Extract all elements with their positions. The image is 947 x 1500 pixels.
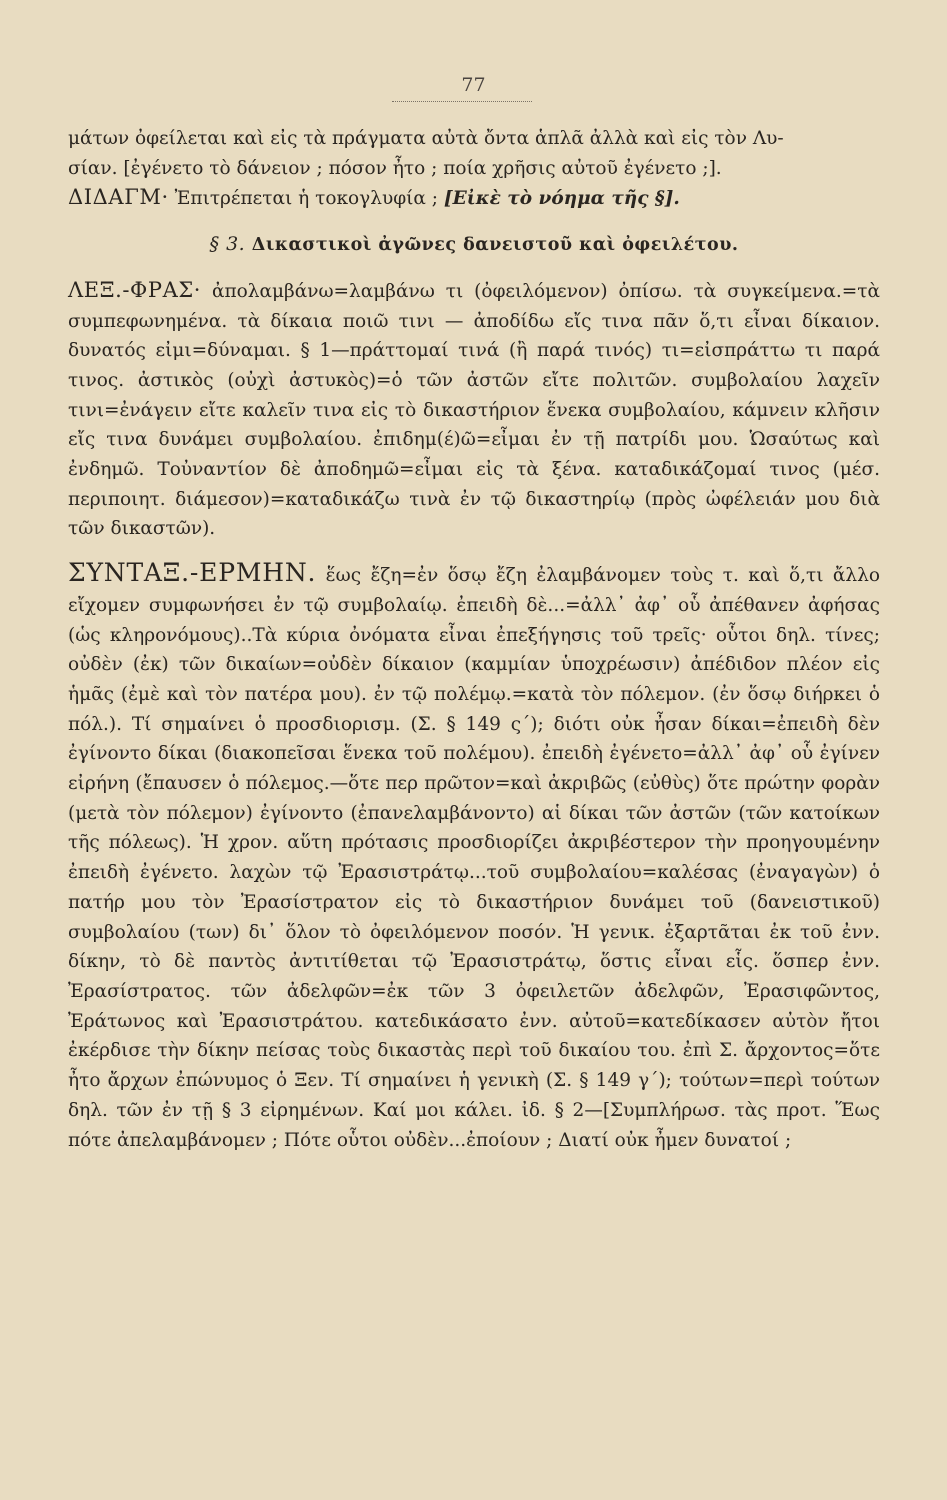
paragraph-intro <box>68 124 880 214</box>
section-title: Δικαστικοὶ ἀγῶνες δανειστοῦ καὶ ὀφειλέτου. <box>245 235 739 256</box>
synt-label: ΣΥΝΤΑΞ.-ΕΡΜΗΝ. <box>68 558 317 588</box>
section-heading <box>68 230 880 261</box>
paragraph-syntax <box>68 558 880 1155</box>
page-text <box>68 124 880 1155</box>
page-number: 77 <box>461 74 486 96</box>
intro-line-1: μάτων ὀφείλεται καὶ εἰς τὰ πράγματα αὐτὰ ὄντα ἁπλᾶ ἀλλὰ καὶ εἰς τὸν Λυ- <box>68 128 784 149</box>
intro-line-2: σίαν. [ἐγένετο τὸ δάνειον ; πόσον ἦτο ; ποία χρῆσις αὐτοῦ ἐγένετο ;]. <box>68 157 722 179</box>
page-number-rule <box>392 101 532 102</box>
didagm-bracket: [Εἰκὲ τὸ νόημα τῆς §]. <box>443 188 680 210</box>
didagm-text: Ἐπιτρέπεται ἡ τοκογλυφία ; <box>168 188 444 210</box>
lexfr-text: ἀπολαμβάνω=λαμβάνω τι (ὀφειλόμενον) ὀπίσω. τὰ συγκείμενα.=τὰ συμπεφωνημένα. τὰ δίκαια ποιῶ τινι — ἀποδίδω εἴς τινα πᾶν ὅ,τι εἶναι δίκαιον. δυνατός εἰμι=δύναμαι. § 1—πράττομαί τινά (ἢ παρά τινός) τι=εἰσπράττω τι παρά τινος. ἀστικὸς (οὐχὶ ἀστυκὸς)=ὁ τῶν ἀστῶν εἴτε πολιτῶν. συμβολαίου λαχεῖν τινι=ἐνάγειν εἴτε καλεῖν τινα εἰς τὸ δικαστήριον ἕνεκα συμβολαίου, κάμνειν κλῆσιν εἴς τινα δυνάμει συμβολαίου. ἐπιδημ(έ)ῶ=εἶμαι ἐν τῇ πατρίδι μου. Ὡσαύτως καὶ ἐνδημῶ. Τοὐναντίον δὲ ἀποδημῶ=εἶμαι εἰς τὰ ξένα. καταδικάζομαί τινος (μέσ. περιποιητ. διάμεσον)=καταδικάζω τινὰ ἐν τῷ δικαστηρίῳ (πρὸς ὠφέλειάν μου διὰ τῶν δικαστῶν). <box>68 280 880 540</box>
paragraph-lexfr <box>68 276 880 544</box>
didagm-label: ΔΙΔΑΓΜ· <box>68 185 169 210</box>
synt-text: ἕως ἔζη=ἐν ὅσῳ ἔζη ἐλαμβάνομεν τοὺς τ. καὶ ὅ,τι ἄλλο εἴχομεν συμφωνήσει ἐν τῷ συμβολαίῳ. ἐπειδὴ δὲ...=ἀλλ᾽ ἀφ᾽ οὗ ἀπέθανεν ἀφήσας (ὡς κληρονόμους)..Τὰ κύρια ὀνόματα εἶναι ἐπεξήγησις τοῦ τρεῖς· οὗτοι δηλ. τίνες; οὐδὲν (ἐκ) τῶν δικαίων=οὐδὲν δίκαιον (καμμίαν ὑποχρέωσιν) ἀπέδιδον πλέον εἰς ἡμᾶς (ἐμὲ καὶ τὸν πατέρα μου). ἐν τῷ πολέμῳ.=κατὰ τὸν πόλεμον. (ἐν ὅσῳ διήρκει ὁ πόλ.). Τί σημαίνει ὁ προσδιορισμ. (Σ. § 149 ς΄); διότι οὐκ ἦσαν δίκαι=ἐπειδὴ δὲν ἐγίνοντο δίκαι (διακοπεῖσαι ἕνεκα τοῦ πολέμου). ἐπειδὴ ἐγένετο=ἀλλ᾽ ἀφ᾽ οὗ ἐγίνεν εἰρήνη (ἔπαυσεν ὁ πόλεμος.—ὅτε περ πρῶτον=καὶ ἀκριβῶς (εὐθὺς) ὅτε πρώτην φορὰν (μετὰ τὸν πόλεμον) ἐγίνοντο (ἐπανελαμβάνοντο) αἱ δίκαι τῶν ἀστῶν (τῶν κατοίκων τῆς πόλεως). Ἡ χρον. αὕτη πρότασις προσδιορίζει ἀκριβέστερον τὴν προηγουμένην ἐπειδὴ ἐγένετο. λαχὼν τῷ Ἐρασιστράτῳ...τοῦ συμβολαίου=καλέσας (ἐναγαγὼν) ὁ πατήρ μου τὸν Ἐρασίστρατον εἰς τὸ δικαστήριον δυνάμει τοῦ (δανειστικοῦ) συμβολαίου (των) δι᾽ ὅλον τὸ ὀφειλόμενον ποσόν. Ἡ γενικ. ἐξαρτᾶται ἐκ τοῦ ἐνν. δίκην, τὸ δὲ παντὸς ἀντιτίθεται τῷ Ἐρασιστράτῳ, ὅστις εἶναι εἷς. ὅσπερ ἐνν. Ἐρασίστρατος. τῶν ἀδελφῶν=ἐκ τῶν 3 ὀφειλετῶν ἀδελφῶν, Ἐρασιφῶντος, Ἐράτωνος καὶ Ἐρασιστράτου. κατεδικάσατο ἐνν. αὐτοῦ=κατεδίκασεν αὐτὸν ἤτοι ἐκέρδισε τὴν δίκην πείσας τοὺς δικαστὰς περὶ τοῦ δικαίου του. ἐπὶ Σ. ἄρχοντος=ὅτε ἦτο ἄρχων ἐπώνυμος ὁ Ξεν. Τί σημαίνει ἡ γενικὴ (Σ. § 149 γ΄); τούτων=περὶ τούτων δηλ. τῶν ἐν τῇ § 3 εἰρημένων. Καί μοι κάλει. ἰδ. § 2—[Συμπλήρωσ. τὰς προτ. Ἕως πότε ἀπελαμβάνομεν ; Πότε οὗτοι οὐδὲν...ἐποίουν ; Διατί οὐκ ἦμεν δυνατοί ; <box>68 565 880 1151</box>
lexfr-label: ΛΕΞ.-ΦΡΑΣ· <box>68 277 202 302</box>
section-symbol: § 3. <box>209 233 246 256</box>
